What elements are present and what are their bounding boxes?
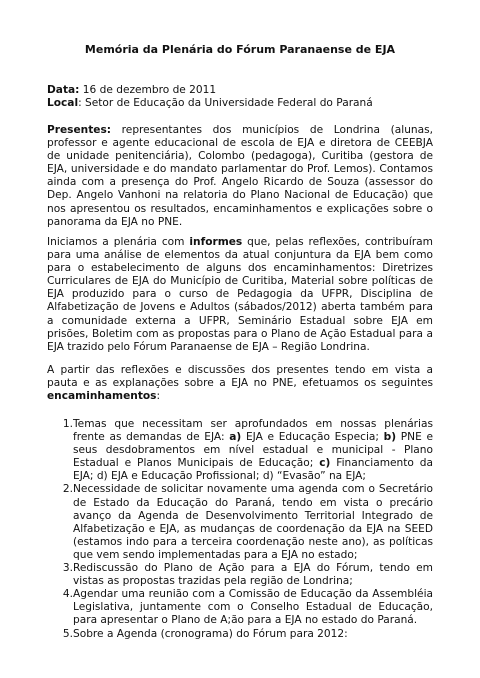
attendees-text: representantes dos municípios de Londrina (alunas, professor e agente educacional de escola de EJA e diretora de CEEBJA de unidade penitenciária), Colombo (pedagoga), Curitiba (gestora de EJA, universidade e do mandato parlamentar do Prof. Lemos). Contamos ainda com a presença do Prof. Angelo Ricardo de Souza (assessor do Dep. Angelo Vanhoni na relatoria do Plano Nacional de Educação) que nos apresentou os resultados, encaminhamentos e explicações sobre o panorama da EJA no PNE. bbox=[47, 124, 433, 228]
document-title: Memória da Plenária do Fórum Paranaense de EJA bbox=[84, 43, 396, 56]
list-item-text: Necessidade de solicitar novamente uma agenda com o Secretário de Estado da Educação do Paraná, tendo em vista o precário avanço da Agenda de Desenvolvimento Territorial Integrado de Alfabetização e EJA, as mudanças de coordenação da EJA na SEED (estamos indo para a terceira coordenação neste ano), as políticas que vem sendo implementadas para a EJA no estado; bbox=[73, 483, 433, 561]
referrals-intro-text: A partir das reflexões e discussões dos presentes tendo em vista a pauta e as explanações sobre a EJA no PNE, efetuamos os seguintes bbox=[47, 364, 433, 390]
referrals-keyword: encaminhamentos bbox=[47, 390, 157, 403]
date-value: 16 de dezembro de 2011 bbox=[79, 84, 217, 96]
list-item-number: 2. bbox=[62, 483, 73, 496]
list-item bbox=[47, 588, 433, 627]
list-item bbox=[47, 483, 433, 562]
list-item bbox=[47, 562, 433, 588]
announcements-intro: Iniciamos a plenária com bbox=[47, 236, 190, 248]
list-item-text: Agendar uma reunião com a Comissão de Educação da Assembléia Legislativa, juntamente com o Conselho Estadual de Educação, para apresentar o Plano de A;ão para a EJA no estado do Paraná. bbox=[73, 588, 433, 627]
list-item-text: Rediscussão do Plano de Ação para a EJA do Fórum, tendo em vistas as propostas trazidas pela região de Londrina; bbox=[73, 562, 433, 588]
list-item-number: 4. bbox=[62, 588, 73, 601]
meeting-info bbox=[47, 84, 433, 110]
list-item-text: Sobre a Agenda (cronograma) do Fórum para 2012: bbox=[73, 627, 348, 640]
list-item-text: PNE e seus desdobramentos em nível estadual e municipal - Plano Estadual e Planos Municipais de Educação; bbox=[73, 431, 434, 470]
referrals-intro-paragraph bbox=[47, 364, 433, 403]
location-value: : Setor de Educação da Universidade Federal do Paraná bbox=[78, 97, 373, 110]
list-item-text: Financiamento da EJA; d) EJA e Educação Profissional; d) “Evasão” na EJA; bbox=[73, 457, 433, 483]
attendees-paragraph bbox=[47, 124, 433, 229]
announcements-paragraph bbox=[47, 236, 433, 354]
list-item-text: Temas que necessitam ser aprofundados em nossas plenárias frente as demandas de EJA: bbox=[73, 418, 433, 444]
location-line bbox=[47, 97, 433, 110]
list-item-bold-marker: c) bbox=[319, 457, 331, 470]
list-item bbox=[47, 628, 433, 641]
list-item-number: 3. bbox=[62, 562, 73, 575]
referrals-list bbox=[47, 418, 433, 641]
announcements-text: que, pelas reflexões, contribuíram para uma análise de elementos da atual conjuntura da EJA bem como para o estabelecimento de alguns dos encaminhamentos: Diretrizes Curriculares de EJA do Município de Curitiba, Material sobre políticas de EJA produzido para o curso de Pedagogia da UFPR, Disciplina de Alfabetização de Jovens e Adultos (sábados/2012) aberta também para a comunidade externa a UFPR, Seminário Estadual sobre EJA em prisões, Boletim com as propostas para o Plano de Ação Estadual para a EJA trazido pelo Fórum Paranaense de EJA – Região Londrina. bbox=[47, 236, 433, 353]
list-item-text: EJA e Educação Especia; bbox=[241, 431, 384, 444]
attendees-label: Presentes: bbox=[47, 124, 111, 136]
list-item-bold-marker: b) bbox=[383, 431, 397, 444]
list-item-bold-marker: a) bbox=[229, 431, 242, 444]
list-item bbox=[47, 418, 433, 483]
date-line bbox=[47, 84, 433, 97]
location-label: Local bbox=[47, 97, 79, 110]
list-item-number: 1. bbox=[62, 418, 73, 430]
referrals-intro-end: : bbox=[156, 390, 161, 403]
date-label: Data: bbox=[47, 84, 80, 96]
list-item-number: 5. bbox=[62, 627, 73, 640]
announcements-keyword: informes bbox=[189, 236, 243, 248]
